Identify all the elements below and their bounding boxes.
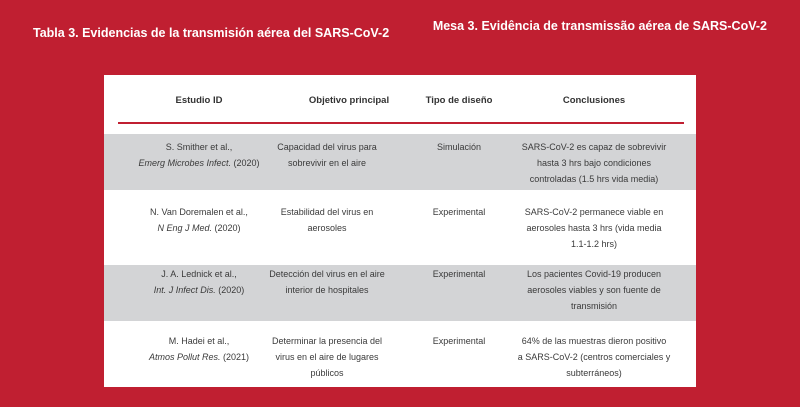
header-conclusions: Conclusiones [562,95,626,106]
table-row [104,265,696,321]
table-panel [104,75,696,387]
header-design: Tipo de diseño [425,95,493,106]
study-id-cell: J. A. Lednick et al., Int. J Infect Dis. (2020) [153,269,245,295]
conclusion-cell: SARS-CoV-2 es capaz de sobrevivir hasta 3 hrs bajo condiciones controladas (1.5 hrs vida media) [521,142,667,184]
objective-cell: Determinar la presencia del virus en el aire de lugares públicos [271,336,383,378]
objective-cell: Estabilidad del virus en aerosoles [280,207,374,233]
study-id-cell: M. Hadei et al., Atmos Pollut Res. (2021) [148,336,250,362]
design-cell: Experimental [432,207,486,217]
conclusion-cell: Los pacientes Covid-19 producen aerosoles viables y son fuente de transmisión [526,269,662,311]
design-cell: Experimental [432,269,486,279]
table-header [104,75,696,122]
table-row [104,190,696,265]
conclusion-cell: SARS-CoV-2 permanece viable en aerosoles hasta 3 hrs (vida media 1.1-1.2 hrs) [524,207,664,249]
table-title-portuguese: Mesa 3. Evidência de transmissão aérea de SARS-CoV-2 [432,19,767,33]
header-objective: Objetivo principal [308,95,390,106]
conclusion-cell: 64% de las muestras dieron positivo a SARS-CoV-2 (centros comerciales y subterráneos) [517,336,671,378]
objective-cell: Detección del virus en el aire interior de hospitales [269,269,385,295]
table-row [104,321,696,387]
header-divider [118,122,684,124]
design-cell: Experimental [432,336,486,346]
table-title-spanish: Tabla 3. Evidencias de la transmisión aérea del SARS-CoV-2 [33,26,390,40]
header-study-id: Estudio ID [175,95,223,106]
design-cell: Simulación [436,142,482,152]
objective-cell: Capacidad del virus para sobrevivir en el aire [277,142,377,168]
study-id-cell: S. Smither et al., Emerg Microbes Infect. (2020) [138,142,260,168]
study-id-cell: N. Van Doremalen et al., N Eng J Med. (2020) [150,207,248,233]
table-row [104,134,696,190]
